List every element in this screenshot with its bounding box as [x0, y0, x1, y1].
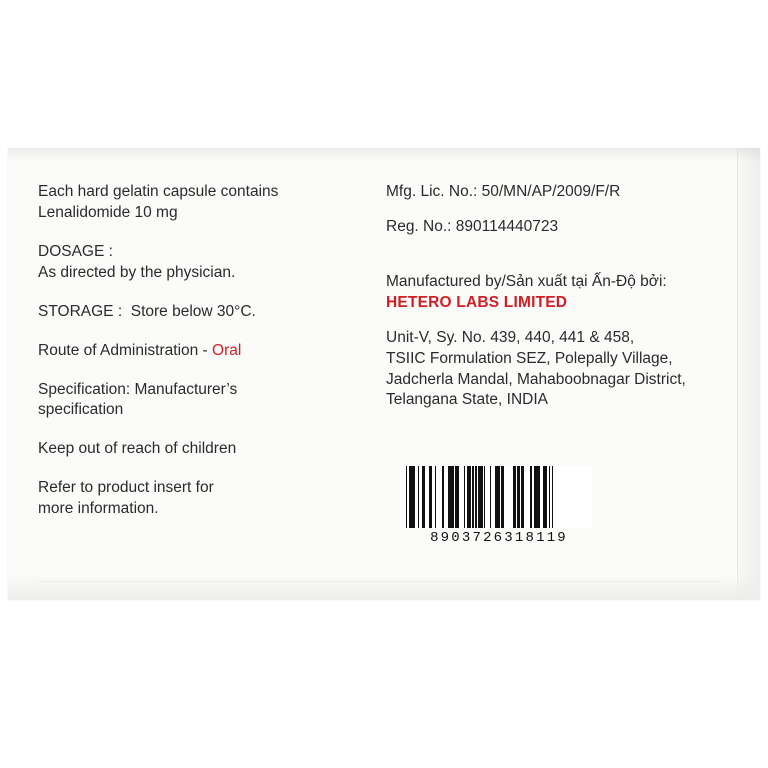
mfg-license-block — [386, 182, 736, 203]
carton-bottom-crease — [38, 581, 720, 582]
specification-block — [38, 380, 368, 422]
left-text-column — [38, 182, 368, 538]
route-label: Route of Administration - — [38, 341, 213, 359]
composition-line-1: Each hard gelatin capsule contains — [38, 183, 279, 200]
address-line-3: Jadcherla Mandal, Mahaboobnagar District, — [386, 370, 686, 388]
route-of-administration-block — [38, 341, 368, 362]
keep-out-of-reach-text: Keep out of reach of children — [38, 440, 237, 458]
refer-line-2: more information. — [38, 500, 159, 518]
address-line-4: Telangana State, INDIA — [386, 391, 548, 409]
mfg-license-text: Mfg. Lic. No.: 50/MN/AP/2009/F/R — [386, 183, 621, 200]
barcode-digits: 8903726318119 — [430, 530, 568, 546]
refer-line-1: Refer to product insert for — [38, 479, 214, 497]
carton-right-flap-shading — [738, 148, 760, 600]
route-value: Oral — [212, 341, 242, 359]
carton-panel — [8, 148, 760, 600]
manufactured-by-label: Manufactured by/Sản xuất tại Ấn-Độ bởi: — [386, 272, 667, 290]
keep-out-of-reach-block — [38, 439, 368, 460]
manufacturer-address-block — [386, 328, 736, 412]
address-line-1: Unit-V, Sy. No. 439, 440, 441 & 458, — [386, 328, 635, 346]
specification-line-2: specification — [38, 401, 124, 419]
barcode-block — [406, 466, 592, 546]
manufactured-by-block — [386, 272, 736, 314]
dosage-label: DOSAGE : — [38, 242, 113, 260]
barcode-image — [406, 466, 592, 528]
manufacturer-name: HETERO LABS LIMITED — [386, 293, 568, 311]
storage-text: STORAGE : Store below 30°C. — [38, 302, 256, 320]
right-text-column — [386, 182, 736, 429]
composition-line-2: Lenalidomide 10 mg — [38, 203, 178, 221]
registration-number-text: Reg. No.: 890114440723 — [386, 217, 559, 235]
specification-line-1: Specification: Manufacturer’s — [38, 380, 238, 398]
storage-block — [38, 302, 368, 323]
composition-block — [38, 182, 368, 224]
address-line-2: TSIIC Formulation SEZ, Polepally Village, — [386, 349, 673, 367]
dosage-value: As directed by the physician. — [38, 263, 236, 281]
refer-to-insert-block — [38, 478, 368, 520]
registration-number-block — [386, 217, 736, 238]
dosage-block — [38, 242, 368, 284]
carton-fold-line — [737, 148, 738, 600]
